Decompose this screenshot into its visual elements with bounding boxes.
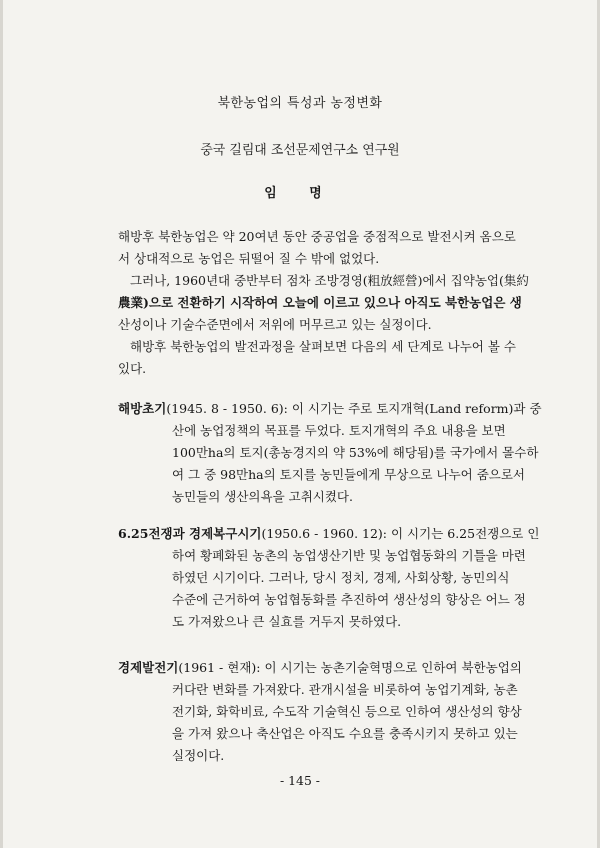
scan-edge-left bbox=[0, 0, 3, 848]
section-2-line: 하여 황폐화된 농촌의 농업생산기반 및 농업협동화의 기틀을 마련 bbox=[172, 548, 526, 563]
section-2-line: 수준에 근거하여 농업협동화를 추진하여 생산성의 향상은 어느 정 bbox=[172, 592, 526, 607]
intro-line: 農業)으로 전환하기 시작하여 오늘에 이르고 있으나 아직도 북한농업은 생 bbox=[118, 295, 522, 310]
section-1-line: 100만ha의 토지(총농경지의 약 53%에 해당됨)를 국가에서 몰수하 bbox=[172, 445, 539, 460]
section-3-line: 을 가져 왔으나 축산업은 아직도 수요를 충족시키지 못하고 있는 bbox=[172, 726, 518, 741]
section-2-heading: 6.25전쟁과 경제복구시기 bbox=[118, 526, 262, 541]
section-3-line: 커다란 변화를 가져왔다. 관개시설을 비롯하여 농업기계화, 농촌 bbox=[172, 682, 518, 697]
section-2-first-line bbox=[118, 526, 539, 542]
author-name: 임 명 bbox=[264, 186, 336, 201]
intro-line: 서 상대적으로 농업은 뒤떨어 질 수 밖에 없었다. bbox=[118, 251, 380, 266]
section-1-heading: 해방초기 bbox=[118, 401, 167, 416]
section-2-line: 하였던 시기이다. 그러나, 당시 정치, 경제, 사회상황, 농민의식 bbox=[172, 570, 510, 585]
section-2-period: (1950.6 - 1960. 12): 이 시기는 6.25전쟁으로 인 bbox=[261, 526, 540, 541]
section-3-line: 전기화, 화학비료, 수도작 기술혁신 등으로 인하여 생산성의 향상 bbox=[172, 704, 522, 719]
page-number: - 145 - bbox=[280, 773, 320, 788]
section-1-period: (1945. 8 - 1950. 6): 이 시기는 주로 토지개혁(Land reform)과 중 bbox=[166, 401, 542, 416]
section-3-heading: 경제발전기 bbox=[118, 660, 179, 675]
section-1-first-line bbox=[118, 401, 542, 417]
section-3-period: (1961 - 현재): 이 시기는 농촌기술혁명으로 인하여 북한농업의 bbox=[178, 660, 522, 675]
section-3-first-line bbox=[118, 660, 522, 676]
intro-line: 있다. bbox=[118, 361, 147, 376]
document-title: 북한농업의 특성과 농정변화 bbox=[217, 96, 383, 111]
section-3-line: 실정이다. bbox=[172, 748, 225, 763]
section-1-line: 농민들의 생산의욕을 고취시켰다. bbox=[172, 489, 353, 504]
intro-line: 산성이나 기술수준면에서 저위에 머무르고 있는 실정이다. bbox=[118, 317, 432, 332]
intro-line: 그러나, 1960년대 중반부터 점차 조방경영(粗放經營)에서 집약농업(集約 bbox=[130, 273, 529, 288]
author-affiliation: 중국 길림대 조선문제연구소 연구원 bbox=[200, 143, 400, 158]
section-1-line: 산에 농업정책의 목표를 두었다. 토지개혁의 주요 내용을 보면 bbox=[172, 423, 506, 438]
section-2-line: 도 가져왔으나 큰 실효를 거두지 못하였다. bbox=[172, 614, 402, 629]
intro-line: 해방후 북한농업의 발전과정을 살펴보면 다음의 세 단계로 나누어 볼 수 bbox=[130, 339, 516, 354]
section-1-line: 여 그 중 98만ha의 토지를 농민들에게 무상으로 나누어 줌으로서 bbox=[172, 467, 525, 482]
intro-line: 해방후 북한농업은 약 20여년 동안 중공업을 중점적으로 발전시켜 옴으로 bbox=[118, 229, 516, 244]
